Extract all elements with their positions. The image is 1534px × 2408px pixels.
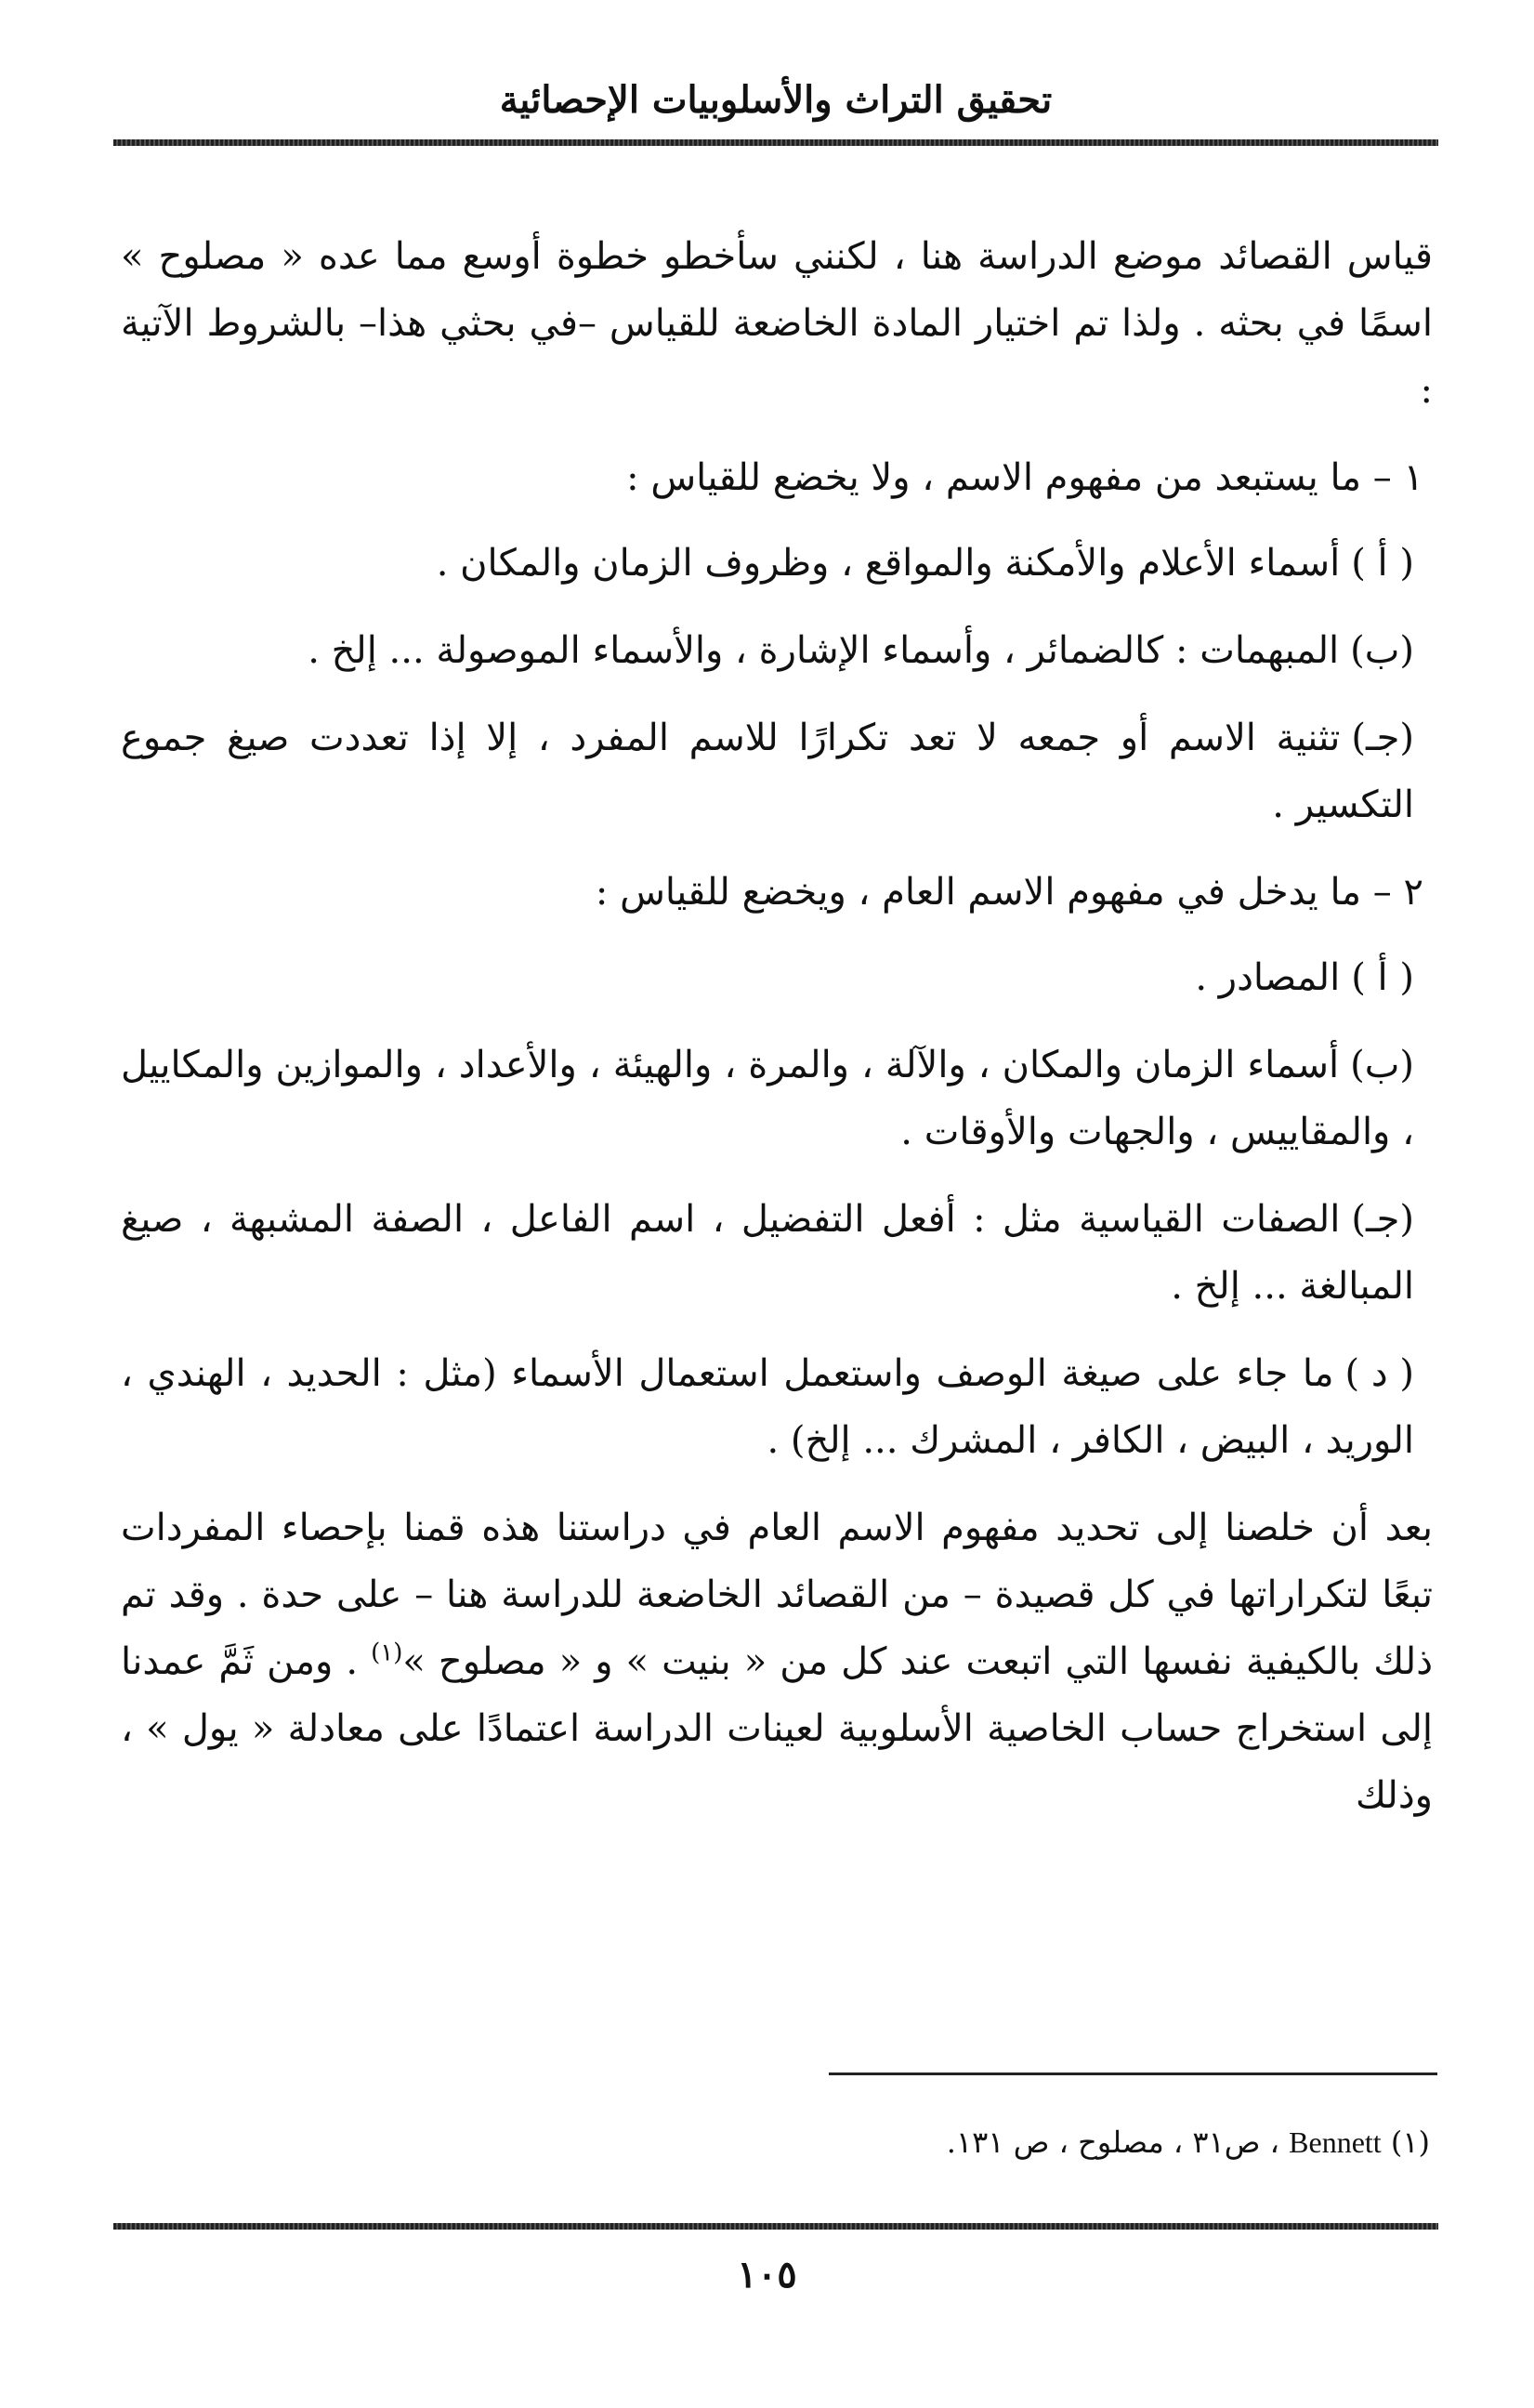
item-label: (ب) <box>1350 629 1414 672</box>
footnote-reference[interactable]: (١) <box>371 1638 403 1667</box>
footnote-marker: (١) <box>1390 2125 1430 2160</box>
footnote-author: Bennett <box>1289 2125 1382 2159</box>
section-1-item-a <box>121 530 1433 597</box>
footnote-rest: ، ص٣١ ، مصلوح ، ص ١٣١. <box>946 2125 1279 2160</box>
item-label: ( د ) <box>1344 1352 1414 1395</box>
main-text <box>121 223 1433 1849</box>
section-2-item-a <box>121 944 1433 1011</box>
closing-text-1: بعد أن خلصنا إلى تحديد مفهوم الاسم العام في دراستنا هذه قمنا بإحصاء المفردات تبعًا لتكراراتها في كل قصيدة – من القصائد الخاضعة للدراسة هنا – على حدة . وقد تم ذلك بالكيفية نفسها التي اتبعت عند كل من « بنيت » و « مصلوح » <box>121 1507 1434 1683</box>
footnote <box>222 2119 1430 2165</box>
closing-text-2: . ومن ثَمَّ عمدنا إلى استخراج حساب الخاصية الأسلوبية لعينات الدراسة اعتمادًا على معادلة « يول » ، وذلك <box>121 1640 1433 1817</box>
footnote-rule <box>829 2072 1437 2075</box>
item-label: ( أ ) <box>1351 956 1414 999</box>
item-text: المبهمات : كالضمائر ، وأسماء الإشارة ، والأسماء الموصولة ... إلخ . <box>308 629 1340 672</box>
section-2-item-b <box>121 1032 1433 1165</box>
section-2-item-c <box>121 1186 1433 1320</box>
section-1-item-c <box>121 704 1433 838</box>
item-text: الصفات القياسية مثل : أفعل التفضيل ، اسم الفاعل ، الصفة المشبهة ، صيغ المبالغة ... إلخ . <box>121 1198 1414 1308</box>
closing-paragraph <box>121 1494 1433 1829</box>
item-text: تثنية الاسم أو جمعه لا تعد تكرارًا للاسم المفرد ، إلا إذا تعددت صيغ جموع التكسير . <box>121 717 1414 826</box>
item-label: (ب) <box>1350 1044 1414 1086</box>
item-label: (جـ) <box>1351 717 1414 759</box>
header-rule <box>113 139 1438 146</box>
section-2-item-d <box>121 1340 1433 1474</box>
footer-rule <box>113 2223 1438 2230</box>
section-1-item-b <box>121 617 1433 684</box>
item-text: المصادر . <box>1195 956 1341 999</box>
section-1-heading: ١ – ما يستبعد من مفهوم الاسم ، ولا يخضع للقياس : <box>626 456 1423 499</box>
intro-paragraph: قياس القصائد موضع الدراسة هنا ، لكنني سأخطو خطوة أوسع مما عده « مصلوح » اسمًا في بحثه . ولذا تم اختيار المادة الخاضعة للقياس –في بحثي هذا– بالشروط الآتية : <box>121 235 1433 412</box>
item-text: ما جاء على صيغة الوصف واستعمل استعمال الأسماء (مثل : الحديد ، الهندي ، الوريد ، البيض ، الكافر ، المشرك ... إلخ) . <box>121 1352 1414 1462</box>
page-number: ١٠٥ <box>737 2253 797 2296</box>
item-text: أسماء الأعلام والأمكنة والمواقع ، وظروف الزمان والمكان . <box>436 542 1341 585</box>
item-text: أسماء الزمان والمكان ، والآلة ، والمرة ، والهيئة ، والأعداد ، والموازين والمكاييل ، والمقاييس ، والجهات والأوقات . <box>121 1044 1414 1153</box>
section-2-heading: ٢ – ما يدخل في مفهوم الاسم العام ، ويخضع للقياس : <box>595 871 1423 914</box>
running-title: تحقيق التراث والأسلوبيات الإحصائية <box>499 78 1053 122</box>
item-label: ( أ ) <box>1351 542 1414 585</box>
item-label: (جـ) <box>1351 1198 1414 1241</box>
